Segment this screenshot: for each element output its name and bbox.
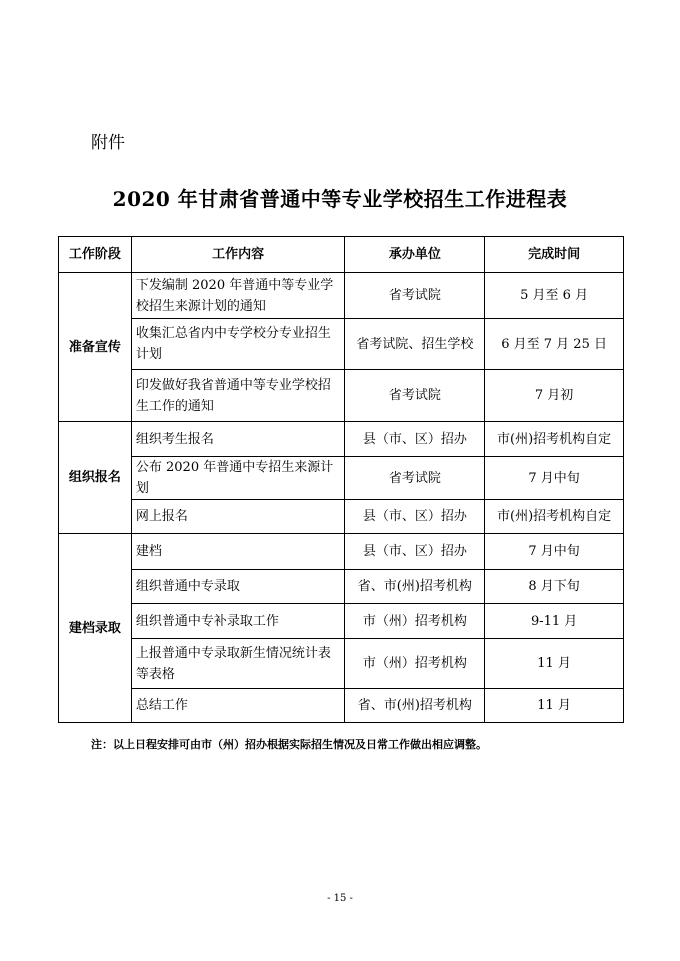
- footnote: 注：以上日程安排可由市（州）招办根据实际招生情况及日常工作做出相应调整。: [91, 738, 487, 751]
- table-row: [59, 370, 624, 422]
- schedule-table: [58, 236, 624, 723]
- content-cell: 下发编制 2020 年普通中等专业学校招生来源计划的通知: [131, 273, 345, 319]
- content-cell: 公布 2020 年普通中专招生来源计划: [131, 457, 345, 500]
- table-row: [59, 604, 624, 639]
- time-cell: 8 月下旬: [485, 570, 624, 604]
- document-title: 2020 年甘肃省普通中等专业学校招生工作进程表: [112, 187, 568, 211]
- content-cell: 上报普通中专录取新生情况统计表等表格: [131, 639, 345, 689]
- content-cell: 组织普通中专录取: [131, 570, 345, 604]
- content-cell: 组织普通中专补录取工作: [131, 604, 345, 639]
- unit-cell: 县（市、区）招办: [345, 534, 485, 570]
- table-row: [59, 500, 624, 534]
- content-cell: 组织考生报名: [131, 422, 345, 457]
- unit-cell: 省考试院: [345, 457, 485, 500]
- table-row: [59, 273, 624, 319]
- time-cell: 11 月: [485, 639, 624, 689]
- time-cell: 7 月中旬: [485, 534, 624, 570]
- content-cell: 建档: [131, 534, 345, 570]
- header-time: 完成时间: [485, 237, 624, 273]
- content-cell: 总结工作: [131, 689, 345, 723]
- time-cell: 7 月初: [485, 370, 624, 422]
- header-stage: 工作阶段: [59, 237, 132, 273]
- table-row: [59, 457, 624, 500]
- time-cell: 5 月至 6 月: [485, 273, 624, 319]
- stage-cell: 准备宣传: [59, 273, 132, 422]
- table-row: [59, 319, 624, 370]
- content-cell: 收集汇总省内中专学校分专业招生计划: [131, 319, 345, 370]
- time-cell: 6 月至 7 月 25 日: [485, 319, 624, 370]
- table-row: [59, 639, 624, 689]
- time-cell: 7 月中旬: [485, 457, 624, 500]
- header-unit: 承办单位: [345, 237, 485, 273]
- content-cell: 印发做好我省普通中等专业学校招生工作的通知: [131, 370, 345, 422]
- table-header-row: [59, 237, 624, 273]
- unit-cell: 省、市(州)招考机构: [345, 689, 485, 723]
- unit-cell: 县（市、区）招办: [345, 422, 485, 457]
- unit-cell: 市（州）招考机构: [345, 604, 485, 639]
- table-row: [59, 534, 624, 570]
- stage-cell: 建档录取: [59, 534, 132, 723]
- unit-cell: 省考试院: [345, 370, 485, 422]
- unit-cell: 省考试院、招生学校: [345, 319, 485, 370]
- page-number: - 15 -: [327, 893, 353, 904]
- time-cell: 市(州)招考机构自定: [485, 422, 624, 457]
- unit-cell: 县（市、区）招办: [345, 500, 485, 534]
- stage-cell: 组织报名: [59, 422, 132, 534]
- table-row: [59, 689, 624, 723]
- unit-cell: 市（州）招考机构: [345, 639, 485, 689]
- header-content: 工作内容: [131, 237, 345, 273]
- time-cell: 11 月: [485, 689, 624, 723]
- unit-cell: 省考试院: [345, 273, 485, 319]
- time-cell: 9-11 月: [485, 604, 624, 639]
- time-cell: 市(州)招考机构自定: [485, 500, 624, 534]
- table-row: [59, 422, 624, 457]
- attachment-label: 附件: [91, 133, 125, 153]
- content-cell: 网上报名: [131, 500, 345, 534]
- unit-cell: 省、市(州)招考机构: [345, 570, 485, 604]
- table-row: [59, 570, 624, 604]
